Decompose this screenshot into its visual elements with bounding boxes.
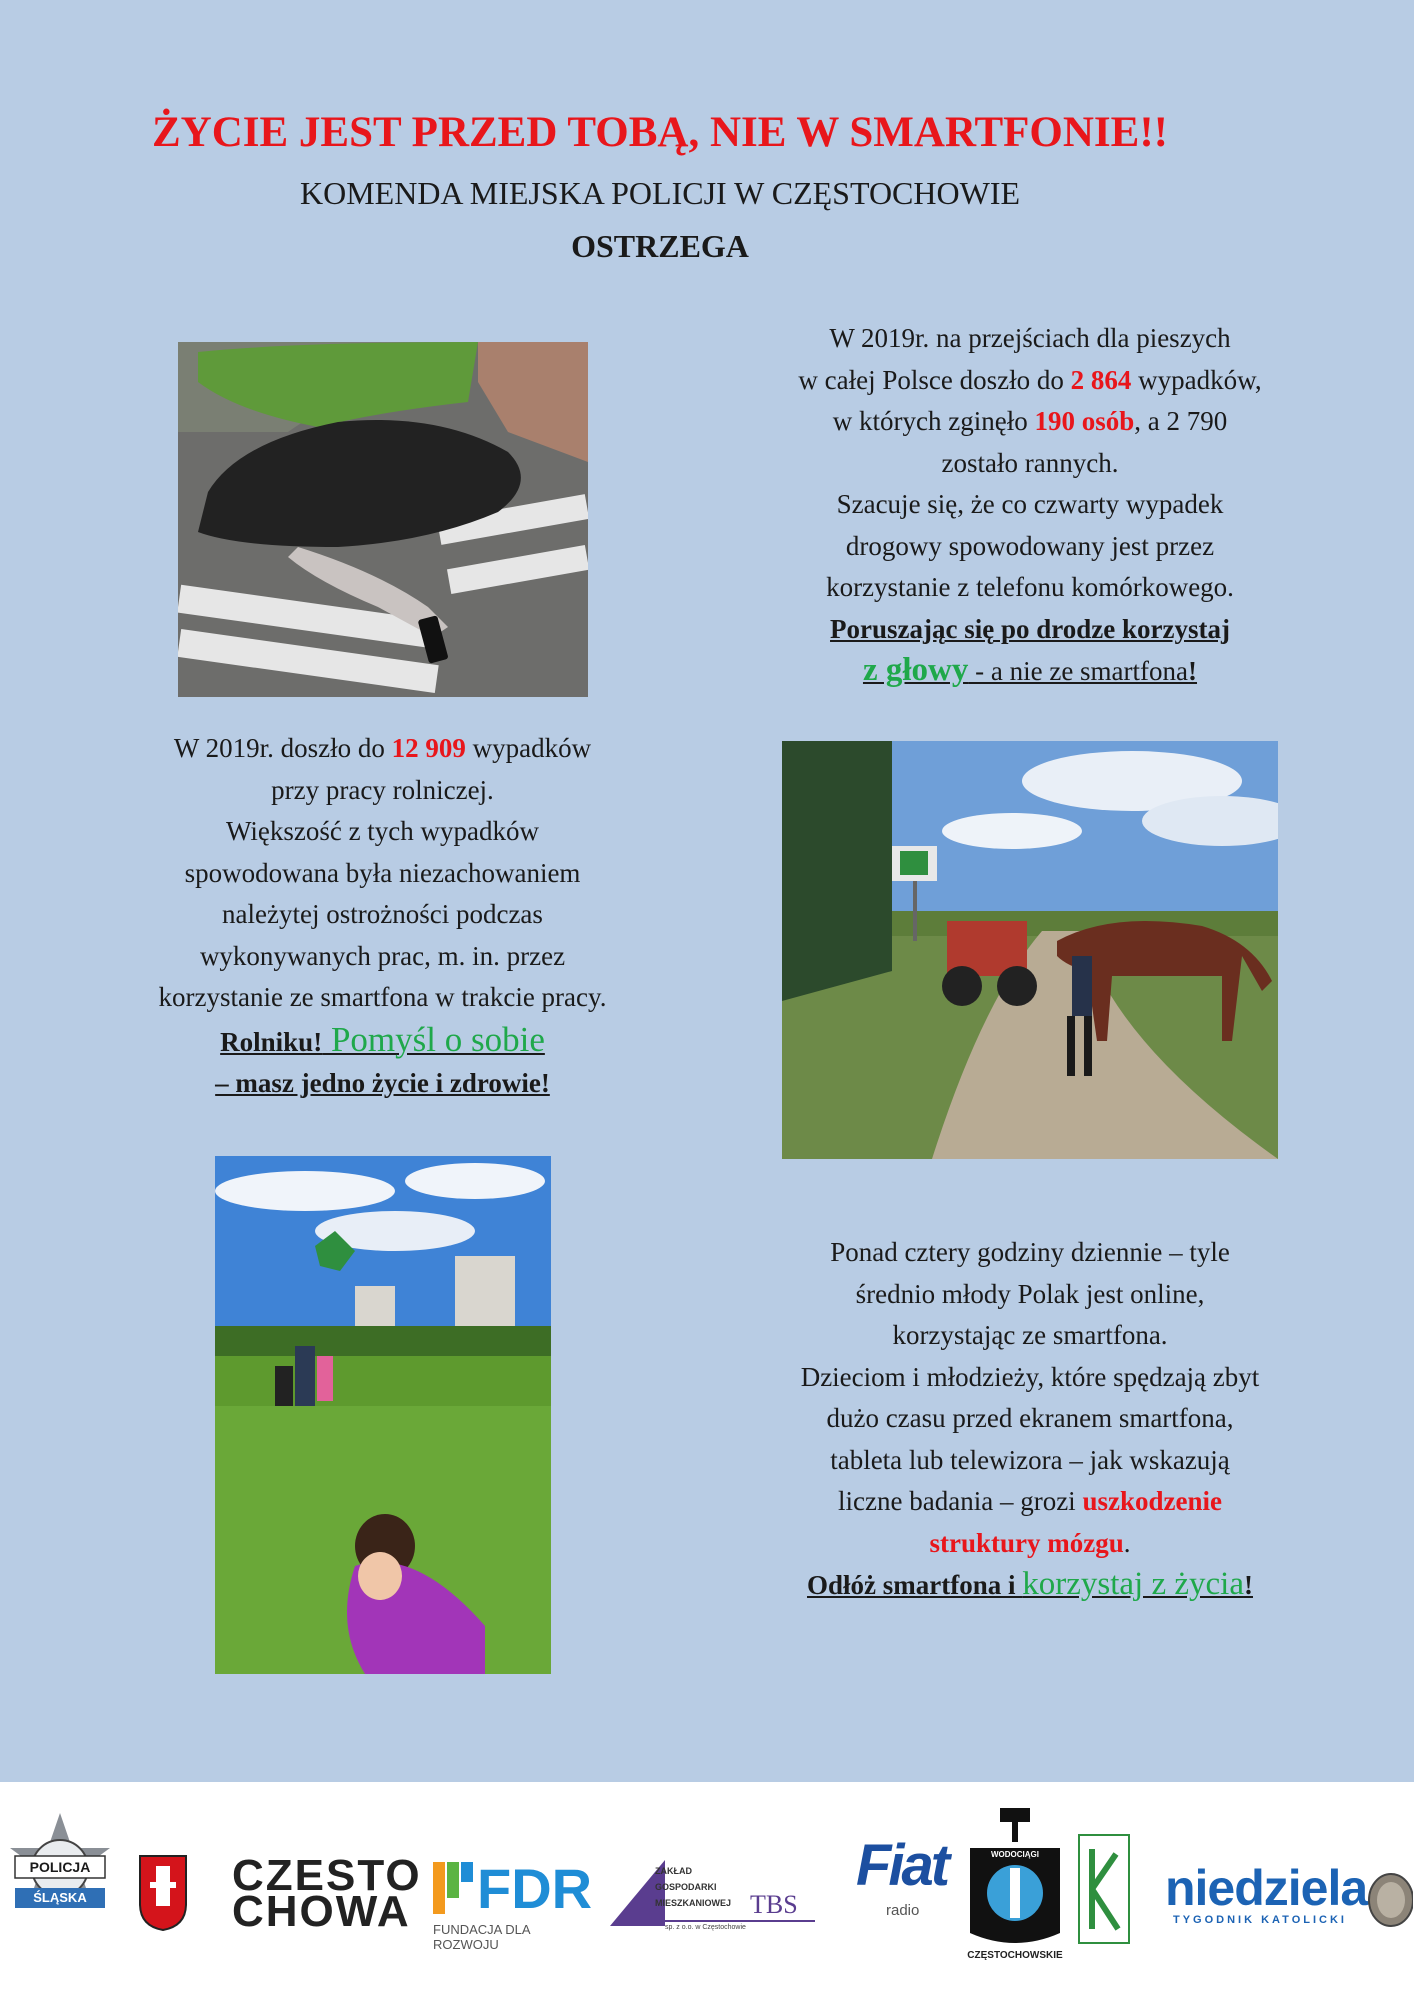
wodociagi-bottom-text: CZĘSTOCHOWSKIE — [967, 1950, 1063, 1961]
text-line: spowodowana była niezachowaniem — [184, 857, 581, 888]
youth-cta: Odłóż smartfona i korzystaj z życia! — [807, 1566, 1253, 1602]
photo-crosswalk — [178, 342, 588, 697]
tbs-text: TBS — [750, 1890, 798, 1919]
text-line: korzystanie ze smartfona w trakcie pracy. — [158, 982, 607, 1012]
stat-accidents-pedestrian: 2 864 — [1070, 364, 1132, 395]
wodociagi-top-text: WODOCIĄGI — [991, 1850, 1039, 1859]
page-title: ŻYCIE JEST PRZED TOBĄ, NIE W SMARTFONIE!! — [151, 109, 1168, 156]
text-line: Dzieciom i młodzieży, które spędzają zbyt — [800, 1361, 1260, 1392]
zgm-tbs-logo — [610, 1860, 835, 1940]
coat-of-arms-icon — [138, 1854, 188, 1932]
radio-text: radio — [886, 1902, 920, 1919]
fdr-subtitle: FUNDACJA DLA ROZWOJU — [433, 1922, 530, 1952]
zgm-text-3: MIESZKANIOWEJ — [655, 1898, 732, 1908]
text-line: zostało rannych. — [941, 447, 1119, 478]
photo-kids-kite — [215, 1156, 551, 1674]
text-line: dużo czasu przed ekranem smartfona, — [826, 1403, 1234, 1433]
text-line: wykonywanych prac, m. in. przez — [199, 940, 566, 971]
text-line: średnio młody Polak jest online, — [855, 1278, 1205, 1309]
text-line: w całej Polsce doszło do 2 864 wypadków, — [798, 364, 1262, 395]
czesto-text: CZESTO — [232, 1851, 422, 1900]
text-line: Szacuje się, że co czwarty wypadek — [836, 489, 1224, 519]
text-line: liczne badania – grozi uszkodzenie — [838, 1486, 1222, 1516]
text-line: struktury mózgu. — [929, 1527, 1131, 1558]
slaska-text: ŚLĄSKA — [33, 1890, 87, 1905]
fdr-logo — [433, 1857, 593, 1952]
brain-damage-warning: uszkodzenie — [1082, 1486, 1222, 1516]
niedziela-subtitle: TYGODNIK KATOLICKI — [1173, 1914, 1347, 1926]
farm-cta-line2: – masz jedno życie i zdrowie! — [215, 1068, 550, 1098]
text-line: W 2019r. doszło do 12 909 wypadków — [173, 733, 592, 763]
photo-tractor-horse — [782, 741, 1278, 1159]
text-line: korzystając ze smartfona. — [892, 1320, 1168, 1350]
stat-farm-accidents: 12 909 — [391, 733, 466, 763]
policja-text: POLICJA — [29, 1859, 91, 1875]
fiat-radio-logo — [856, 1832, 946, 1942]
fiat-text: Fiat — [856, 1833, 948, 1898]
text-line: Ponad cztery godziny dziennie – tyle — [830, 1237, 1230, 1267]
text-line: tableta lub telewizora – jak wskazują — [830, 1444, 1230, 1475]
zgm-text-2: GOSPODARKI — [655, 1882, 717, 1892]
krus-logo — [1078, 1834, 1130, 1944]
fdr-text: FDR — [477, 1857, 593, 1920]
text-line: W 2019r. na przejściach dla pieszych — [829, 323, 1231, 353]
text-line: przy pracy rolniczej. — [271, 774, 494, 805]
youth-paragraph — [710, 1232, 1350, 1607]
chowa-text: CHOWA — [232, 1887, 411, 1936]
zgm-text-1: ZAKŁAD — [655, 1866, 692, 1876]
wodociagi-logo — [960, 1808, 1070, 1968]
text-line: drogowy spowodowany jest przez — [845, 530, 1215, 561]
pedestrian-cta: Poruszając się po drodze korzystaj — [830, 613, 1230, 644]
zgm-subtitle: sp. z o.o. w Częstochowie — [665, 1924, 746, 1931]
text-line: w których zginęło 190 osób, a 2 790 — [832, 406, 1228, 436]
warning-heading: OSTRZEGA — [571, 228, 749, 264]
niedziela-logo — [1165, 1860, 1368, 1942]
pedestrian-paragraph — [710, 318, 1350, 693]
text-line: korzystanie z telefonu komórkowego. — [826, 572, 1234, 602]
sponsor-footer — [0, 1782, 1414, 2000]
czestochowa-logo — [232, 1851, 422, 1948]
farm-cta: Rolniku! Pomyśl o sobie — [220, 1019, 545, 1059]
page-subtitle: KOMENDA MIEJSKA POLICJI W CZĘSTOCHOWIE — [299, 175, 1021, 211]
text-line: Większość z tych wypadków — [225, 816, 540, 846]
medallion-icon — [1365, 1872, 1413, 1928]
text-line: należytej ostrożności podczas — [222, 899, 543, 929]
stat-fatalities: 190 osób — [1034, 406, 1135, 436]
pedestrian-cta-line2: z głowy - a nie ze smartfona! — [862, 652, 1198, 688]
policja-slaska-logo — [0, 1808, 120, 1958]
farm-paragraph — [80, 728, 685, 1105]
zgm-underline — [655, 1920, 815, 1922]
niedziela-text: niedziela — [1165, 1860, 1368, 1916]
